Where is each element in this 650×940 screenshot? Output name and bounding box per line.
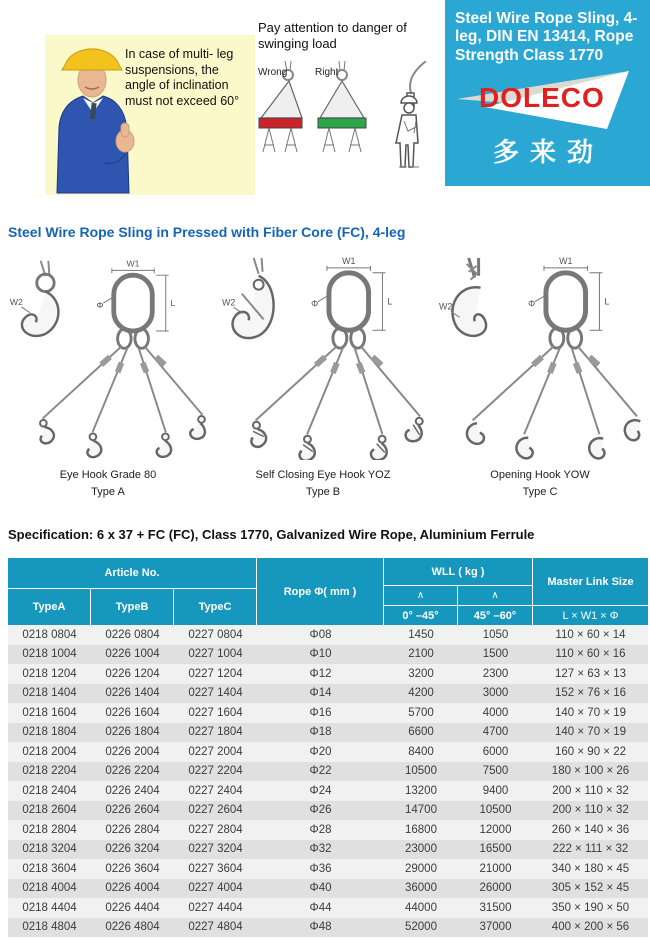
operator-figure [396,61,426,167]
detail-hook-a [10,261,59,336]
cell-article-type-c: 0227 4404 [188,901,243,914]
cell-article-type-a: 0218 1804 [22,726,77,739]
table-row [8,664,648,684]
table-row [8,840,648,860]
svg-text:Φ: Φ [528,298,536,309]
cell-article-type-c: 0227 0804 [188,628,243,641]
cell-article-type-a: 0218 1404 [22,687,77,700]
header-rope-diameter: Rope Φ( mm ) [257,558,383,625]
cell-article-type-a: 0218 0804 [22,628,77,641]
cell-wll-0-45: 2100 [408,648,434,661]
header-angle-45-60: 45° –60° [458,606,532,625]
svg-text:W2: W2 [438,301,453,312]
cell-wll-0-45: 23000 [405,843,437,856]
angle-icon: ∧ [458,586,532,605]
cell-rope-diameter: Φ36 [309,862,332,875]
brand-panel [445,0,650,186]
cell-rope-diameter: Φ28 [309,823,332,836]
cell-rope-diameter: Φ24 [309,784,332,797]
cell-wll-0-45: 44000 [405,901,437,914]
svg-text:W1: W1 [126,258,140,269]
cell-master-link-size: 152 × 76 × 16 [555,687,626,700]
svg-text:L: L [387,296,393,307]
figure-c-caption: Opening Hook YOW Type C [490,469,590,498]
table-row [8,801,648,821]
cell-master-link-size: 305 × 152 × 45 [551,882,630,895]
cell-article-type-b: 0226 4804 [105,921,160,934]
cell-article-type-a: 0218 4804 [22,921,77,934]
cell-master-link-size: 400 × 200 × 56 [551,921,630,934]
safety-note-text: In case of multi- leg suspensions, the angle of inclination must not exceed 60° [125,47,240,108]
cell-rope-diameter: Φ20 [309,745,332,758]
cell-wll-0-45: 16800 [405,823,437,836]
table-row [8,879,648,899]
header-type-a: TypeA [8,589,90,625]
doleco-logo [457,69,644,131]
svg-text:W2: W2 [9,297,23,307]
svg-text:W1: W1 [342,255,356,266]
product-title: Steel Wire Rope Sling, 4-leg, DIN EN 13414, Rope Strength Class 1770 [455,10,638,64]
cell-article-type-a: 0218 2604 [22,804,77,817]
cell-wll-0-45: 10500 [405,765,437,778]
cell-wll-0-45: 6600 [408,726,434,739]
cell-wll-45-60: 21000 [479,862,512,875]
right-label: Right [315,66,339,78]
cell-article-type-b: 0226 2804 [105,823,160,836]
cell-article-type-c: 0227 1804 [188,726,243,739]
table-header [8,558,648,625]
table-body [8,625,648,937]
cell-article-type-c: 0227 2004 [188,745,243,758]
figure-a-caption: Eye Hook Grade 80 Type A [59,469,157,498]
cell-article-type-a: 0218 2204 [22,765,77,778]
detail-hook-c [439,258,486,336]
cell-article-type-b: 0226 2204 [105,765,160,778]
cell-article-type-b: 0226 1004 [105,648,160,661]
cell-article-type-c: 0227 4804 [188,921,243,934]
sling-assembly-b [246,256,426,460]
cell-article-type-b: 0226 2404 [105,784,160,797]
cell-article-type-c: 0227 3204 [188,843,243,856]
cell-article-type-b: 0226 1604 [105,706,160,719]
figure-type-b [214,252,432,500]
cell-master-link-size: 200 × 110 × 32 [552,804,629,817]
cell-master-link-size: 200 × 110 × 32 [552,784,629,797]
cell-wll-0-45: 14700 [405,804,437,817]
cell-wll-0-45: 8400 [408,745,434,758]
cell-wll-45-60: 10500 [479,804,512,817]
header-type-b: TypeB [91,589,173,625]
doleco-chinese-name: 多来劲 [492,136,604,167]
header-wll: WLL ( kg ) [384,558,532,585]
wrong-label: Wrong [258,66,288,78]
cell-wll-0-45: 4200 [408,687,434,700]
cell-wll-0-45: 36000 [405,882,437,895]
table-row [8,762,648,782]
cell-wll-45-60: 1500 [482,648,509,661]
table-row [8,820,648,840]
cell-article-type-c: 0227 2604 [188,804,243,817]
cell-article-type-a: 0218 1204 [22,667,77,680]
cell-article-type-b: 0226 3604 [105,862,160,875]
sling-assembly-c [465,256,644,459]
table-row [8,703,648,723]
svg-text:L: L [604,296,610,307]
safety-note-box [45,35,255,195]
cell-article-type-b: 0226 2004 [105,745,160,758]
angle-icon: ∧ [384,586,457,605]
cell-article-type-a: 0218 3204 [22,843,77,856]
table-row [8,645,648,665]
figures-row [0,252,650,522]
cell-master-link-size: 180 × 100 × 26 [551,765,630,778]
cell-article-type-c: 0227 3604 [188,862,243,875]
cell-master-link-size: 110 × 60 × 14 [555,628,626,641]
figure-b-caption: Self Closing Eye Hook YOZ Type B [255,469,391,498]
cell-article-type-a: 0218 1604 [22,706,77,719]
cell-article-type-c: 0227 2804 [188,823,243,836]
cell-article-type-a: 0218 4404 [22,901,77,914]
cell-wll-0-45: 29000 [405,862,437,875]
cell-article-type-c: 0227 4004 [188,882,243,895]
cell-article-type-c: 0227 1604 [188,706,243,719]
swing-title: Pay attention to danger of swinging load [258,20,407,52]
cell-master-link-size: 260 × 140 × 36 [551,823,630,836]
cell-rope-diameter: Φ32 [309,843,332,856]
specification-line: Specification: 6 x 37 + FC (FC), Class 1770, Galvanized Wire Rope, Aluminium Ferrule [8,527,535,542]
cell-article-type-a: 0218 1004 [22,648,77,661]
header-master-link: Master Link Size [533,558,648,605]
cell-article-type-b: 0226 1404 [105,687,160,700]
header-angle-0-45: 0° –45° [384,606,457,625]
cell-master-link-size: 110 × 60 × 16 [555,648,626,661]
svg-text:Φ: Φ [311,298,319,309]
section-title: Steel Wire Rope Sling in Pressed with Fiber Core (FC), 4-leg [8,224,406,240]
cell-wll-0-45: 1450 [408,628,434,641]
table-row [8,684,648,704]
spec-table [8,558,648,937]
cell-rope-diameter: Φ40 [309,882,332,895]
cell-article-type-a: 0218 2804 [22,823,77,836]
cell-rope-diameter: Φ22 [309,765,332,778]
cell-wll-0-45: 13200 [405,784,437,797]
cell-rope-diameter: Φ16 [309,706,332,719]
cell-rope-diameter: Φ44 [309,901,332,914]
cell-master-link-size: 222 × 111 × 32 [552,843,629,856]
cell-article-type-c: 0227 1404 [188,687,243,700]
cell-rope-diameter: Φ26 [309,804,332,817]
cell-wll-45-60: 3000 [482,687,509,700]
swinging-load-graphic [258,61,436,179]
cell-master-link-size: 340 × 180 × 45 [551,862,630,875]
cell-master-link-size: 160 × 90 × 22 [555,745,626,758]
figure-type-a [6,252,210,500]
cell-wll-45-60: 6000 [482,745,509,758]
cell-master-link-size: 140 × 70 × 19 [555,726,626,739]
cell-article-type-c: 0227 2204 [188,765,243,778]
cell-wll-0-45: 52000 [405,921,437,934]
table-row [8,918,648,938]
cell-article-type-a: 0218 4004 [22,882,77,895]
cell-article-type-b: 0226 0804 [105,628,160,641]
cell-article-type-a: 0218 2004 [22,745,77,758]
cell-article-type-b: 0226 4404 [105,901,160,914]
cell-rope-diameter: Φ18 [309,726,332,739]
cell-wll-0-45: 5700 [408,706,434,719]
figure-type-c [434,252,646,500]
table-row [8,723,648,743]
cell-article-type-b: 0226 1204 [105,667,160,680]
table-row [8,781,648,801]
svg-text:W1: W1 [559,255,573,266]
cell-article-type-a: 0218 3604 [22,862,77,875]
cell-article-type-c: 0227 1004 [188,648,243,661]
cell-wll-45-60: 37000 [479,921,512,934]
svg-text:L: L [170,297,176,308]
cell-article-type-b: 0226 2604 [105,804,160,817]
cell-article-type-c: 0227 1204 [188,667,243,680]
detail-hook-b [222,258,274,338]
sling-assembly-a [36,259,210,458]
cell-rope-diameter: Φ48 [309,921,332,934]
table-row [8,898,648,918]
table-row [8,742,648,762]
worker-photo [45,43,137,195]
cell-rope-diameter: Φ08 [309,628,332,641]
cell-article-type-b: 0226 4004 [105,882,160,895]
cell-wll-45-60: 16500 [479,843,512,856]
cell-wll-45-60: 31500 [479,901,512,914]
table-row [8,859,648,879]
cell-master-link-size: 127 × 63 × 13 [555,667,626,680]
cell-wll-45-60: 7500 [482,765,509,778]
cell-article-type-c: 0227 2404 [188,784,243,797]
cell-rope-diameter: Φ14 [309,687,332,700]
cell-wll-45-60: 4000 [482,706,509,719]
sling-figure-b-graphic [214,252,432,460]
cell-wll-45-60: 26000 [479,882,512,895]
cell-wll-45-60: 2300 [482,667,509,680]
sling-figure-c-graphic [434,252,646,460]
header-master-link-dims: L × W1 × Φ [533,606,648,625]
cell-wll-45-60: 4700 [482,726,509,739]
svg-text:W2: W2 [221,297,236,308]
swinging-load-warning [258,20,440,179]
svg-text:Φ: Φ [96,299,104,310]
cell-wll-45-60: 9400 [482,784,509,797]
cell-article-type-b: 0226 3204 [105,843,160,856]
header-article-no: Article No. [8,558,256,588]
cell-article-type-a: 0218 2404 [22,784,77,797]
cell-rope-diameter: Φ10 [309,648,332,661]
cell-wll-45-60: 1050 [482,628,509,641]
header-type-c: TypeC [174,589,256,625]
cell-master-link-size: 140 × 70 × 19 [555,706,626,719]
table-row [8,625,648,645]
cell-article-type-b: 0226 1804 [105,726,160,739]
doleco-logo-text: DOLECO [479,81,605,113]
cell-wll-45-60: 12000 [479,823,512,836]
sling-figure-a-graphic [6,252,210,460]
cell-wll-0-45: 3200 [408,667,434,680]
cell-rope-diameter: Φ12 [309,667,332,680]
cell-master-link-size: 350 × 190 × 50 [551,901,630,914]
